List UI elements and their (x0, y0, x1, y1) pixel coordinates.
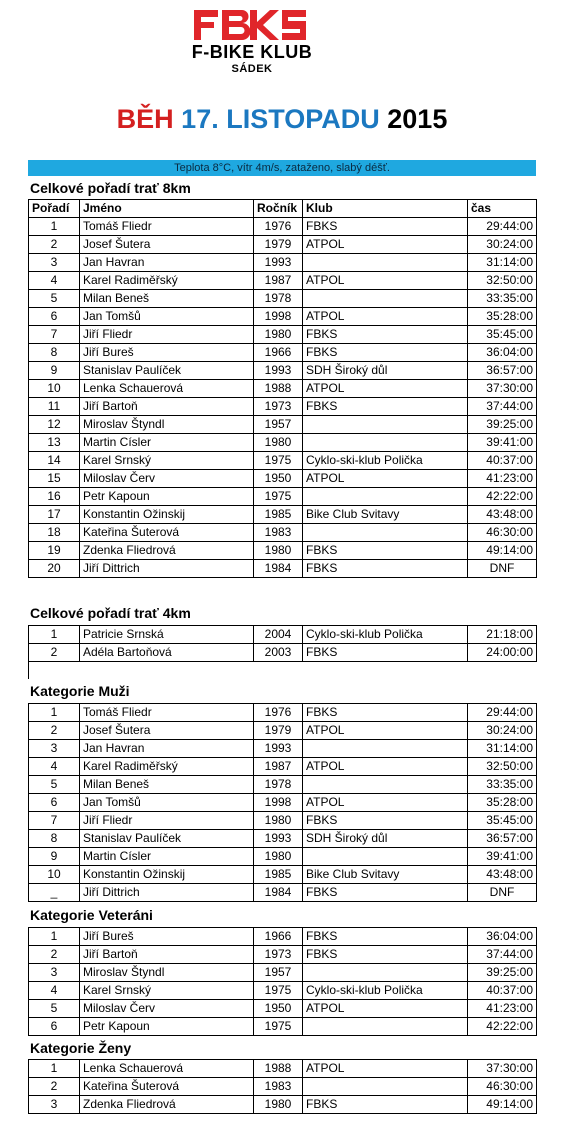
table-row (29, 344, 537, 362)
position-cell: 4 (29, 758, 80, 776)
position-cell: 19 (29, 542, 80, 560)
time-cell: 33:35:00 (468, 776, 537, 794)
table-row (29, 218, 537, 236)
position-cell: 6 (29, 308, 80, 326)
title-word-3: LISTOPADU (226, 104, 380, 134)
name-cell: Stanislav Paulíček (80, 830, 254, 848)
position-cell: 17 (29, 506, 80, 524)
name-cell: Jan Havran (80, 740, 254, 758)
time-cell: 32:50:00 (468, 272, 537, 290)
year-cell: 2004 (254, 626, 303, 644)
year-cell: 1957 (254, 964, 303, 982)
time-cell: 46:30:00 (468, 1078, 537, 1096)
time-cell: 40:37:00 (468, 452, 537, 470)
time-cell: 41:23:00 (468, 470, 537, 488)
name-cell: Tomáš Fliedr (80, 704, 254, 722)
club-cell: FBKS (303, 1096, 468, 1114)
club-cell: FBKS (303, 218, 468, 236)
table-row (29, 758, 537, 776)
position-cell: 9 (29, 362, 80, 380)
time-cell: 39:25:00 (468, 964, 537, 982)
table-row (29, 812, 537, 830)
position-cell: 2 (29, 236, 80, 254)
name-cell: Kateřina Šuterová (80, 524, 254, 542)
page-title (0, 104, 564, 135)
table-row (29, 982, 537, 1000)
table-row (29, 416, 537, 434)
club-cell: ATPOL (303, 794, 468, 812)
year-cell: 1980 (254, 812, 303, 830)
position-cell: 5 (29, 290, 80, 308)
year-cell: 1975 (254, 488, 303, 506)
time-cell: DNF (468, 884, 537, 902)
time-cell: 39:25:00 (468, 416, 537, 434)
title-word-4: 2015 (387, 104, 448, 134)
name-cell: Jiří Fliedr (80, 326, 254, 344)
club-cell: FBKS (303, 928, 468, 946)
table-row (29, 644, 537, 662)
name-cell: Miloslav Červ (80, 470, 254, 488)
table-row (29, 470, 537, 488)
name-cell: Jan Tomšů (80, 794, 254, 812)
year-cell: 1966 (254, 344, 303, 362)
header-time: čas (468, 200, 537, 218)
name-cell: Petr Kapoun (80, 488, 254, 506)
table-row (29, 1096, 537, 1114)
time-cell: 42:22:00 (468, 488, 537, 506)
year-cell: 1993 (254, 254, 303, 272)
year-cell: 1975 (254, 452, 303, 470)
time-cell: 33:35:00 (468, 290, 537, 308)
time-cell: 37:30:00 (468, 1060, 537, 1078)
position-cell: 8 (29, 344, 80, 362)
table-row (29, 1078, 537, 1096)
club-cell: FBKS (303, 884, 468, 902)
name-cell: Miroslav Štyndl (80, 964, 254, 982)
time-cell: 37:44:00 (468, 398, 537, 416)
time-cell: 36:57:00 (468, 362, 537, 380)
table-row (29, 398, 537, 416)
table-row (29, 272, 537, 290)
position-cell: 5 (29, 1000, 80, 1018)
position-cell: 12 (29, 416, 80, 434)
position-cell: 1 (29, 704, 80, 722)
club-place: SÁDEK (231, 63, 273, 75)
club-cell: FBKS (303, 704, 468, 722)
name-cell: Josef Šutera (80, 722, 254, 740)
year-cell: 1988 (254, 380, 303, 398)
year-cell: 1993 (254, 362, 303, 380)
header-position: Pořadí (29, 200, 80, 218)
year-cell: 1980 (254, 434, 303, 452)
name-cell: Milan Beneš (80, 290, 254, 308)
club-cell: SDH Široký důl (303, 830, 468, 848)
header-year: Ročník (254, 200, 303, 218)
club-cell (303, 488, 468, 506)
time-cell: 32:50:00 (468, 758, 537, 776)
position-cell: _ (29, 884, 80, 902)
club-cell: ATPOL (303, 380, 468, 398)
club-cell: FBKS (303, 344, 468, 362)
year-cell: 1975 (254, 1018, 303, 1036)
position-cell: 8 (29, 830, 80, 848)
year-cell: 1980 (254, 326, 303, 344)
year-cell: 1976 (254, 218, 303, 236)
name-cell: Zdenka Fliedrová (80, 1096, 254, 1114)
section-title-4km: Celkové pořadí trať 4km (30, 605, 191, 621)
year-cell: 1973 (254, 946, 303, 964)
table-row (29, 236, 537, 254)
position-cell: 5 (29, 776, 80, 794)
club-cell (303, 1078, 468, 1096)
club-cell: ATPOL (303, 236, 468, 254)
table-row (29, 776, 537, 794)
table-row (29, 866, 537, 884)
name-cell: Martin Císler (80, 848, 254, 866)
club-cell: FBKS (303, 560, 468, 578)
table-row (29, 434, 537, 452)
table-row (29, 704, 537, 722)
table-row (29, 1018, 537, 1036)
time-cell: 49:14:00 (468, 542, 537, 560)
table-row (29, 848, 537, 866)
time-cell: 35:45:00 (468, 812, 537, 830)
position-cell: 3 (29, 964, 80, 982)
results-table-zeny (28, 1059, 537, 1114)
time-cell: 30:24:00 (468, 236, 537, 254)
year-cell: 1998 (254, 794, 303, 812)
name-cell: Stanislav Paulíček (80, 362, 254, 380)
club-cell: FBKS (303, 644, 468, 662)
name-cell: Karel Srnský (80, 982, 254, 1000)
year-cell: 1980 (254, 848, 303, 866)
time-cell: 36:04:00 (468, 344, 537, 362)
club-cell: Bike Club Svitavy (303, 866, 468, 884)
year-cell: 1998 (254, 308, 303, 326)
club-cell: ATPOL (303, 470, 468, 488)
year-cell: 1966 (254, 928, 303, 946)
year-cell: 1987 (254, 272, 303, 290)
club-cell (303, 1018, 468, 1036)
club-name: F-BIKE KLUB (191, 42, 313, 62)
club-cell (303, 776, 468, 794)
position-cell: 6 (29, 794, 80, 812)
table-row (29, 946, 537, 964)
year-cell: 1976 (254, 704, 303, 722)
club-cell: FBKS (303, 326, 468, 344)
position-cell: 15 (29, 470, 80, 488)
position-cell: 10 (29, 866, 80, 884)
club-cell (303, 254, 468, 272)
club-cell (303, 290, 468, 308)
year-cell: 1983 (254, 524, 303, 542)
table-row (29, 1000, 537, 1018)
name-cell: Konstantin Ožinskij (80, 506, 254, 524)
time-cell: 31:14:00 (468, 740, 537, 758)
year-cell: 1957 (254, 416, 303, 434)
position-cell: 2 (29, 722, 80, 740)
club-cell: ATPOL (303, 272, 468, 290)
name-cell: Lenka Schauerová (80, 1060, 254, 1078)
year-cell: 1975 (254, 982, 303, 1000)
position-cell: 9 (29, 848, 80, 866)
club-cell: ATPOL (303, 722, 468, 740)
time-cell: 39:41:00 (468, 848, 537, 866)
name-cell: Miroslav Štyndl (80, 416, 254, 434)
table-row (29, 290, 537, 308)
time-cell: 43:48:00 (468, 506, 537, 524)
results-table-8km (28, 199, 537, 578)
position-cell: 3 (29, 740, 80, 758)
position-cell: 20 (29, 560, 80, 578)
table-row (29, 542, 537, 560)
table-row (29, 884, 537, 902)
position-cell: 2 (29, 946, 80, 964)
time-cell: 29:44:00 (468, 218, 537, 236)
name-cell: Karel Radiměřský (80, 272, 254, 290)
table-row (29, 506, 537, 524)
table-row (29, 794, 537, 812)
table-row (29, 254, 537, 272)
title-word-1: BĚH (116, 104, 174, 134)
name-cell: Tomáš Fliedr (80, 218, 254, 236)
results-table-muzi (28, 703, 537, 902)
table-row (29, 560, 537, 578)
year-cell: 1979 (254, 236, 303, 254)
time-cell: 49:14:00 (468, 1096, 537, 1114)
position-cell: 10 (29, 380, 80, 398)
title-word-2: 17. (181, 104, 219, 134)
table-row (29, 928, 537, 946)
year-cell: 1980 (254, 542, 303, 560)
club-cell: FBKS (303, 542, 468, 560)
year-cell: 1993 (254, 740, 303, 758)
name-cell: Miloslav Červ (80, 1000, 254, 1018)
position-cell: 7 (29, 326, 80, 344)
year-cell: 1979 (254, 722, 303, 740)
club-cell: ATPOL (303, 308, 468, 326)
table-row (29, 308, 537, 326)
table-row (29, 326, 537, 344)
year-cell: 1950 (254, 470, 303, 488)
table-row (29, 722, 537, 740)
table-row (29, 1060, 537, 1078)
name-cell: Jiří Dittrich (80, 884, 254, 902)
time-cell: 42:22:00 (468, 1018, 537, 1036)
name-cell: Jiří Bureš (80, 344, 254, 362)
table-row (29, 380, 537, 398)
name-cell: Patricie Srnská (80, 626, 254, 644)
position-cell: 1 (29, 1060, 80, 1078)
club-cell: ATPOL (303, 1000, 468, 1018)
year-cell: 1984 (254, 884, 303, 902)
year-cell: 1978 (254, 776, 303, 794)
name-cell: Karel Srnský (80, 452, 254, 470)
table-row (29, 626, 537, 644)
header-name: Jméno (80, 200, 254, 218)
club-cell: FBKS (303, 398, 468, 416)
position-cell: 3 (29, 254, 80, 272)
position-cell: 4 (29, 272, 80, 290)
weather-banner: Teplota 8°C, vítr 4m/s, zataženo, slabý déšť. (28, 160, 536, 176)
time-cell: 29:44:00 (468, 704, 537, 722)
position-cell: 6 (29, 1018, 80, 1036)
section-title-muzi: Kategorie Muži (30, 683, 130, 699)
club-cell (303, 434, 468, 452)
name-cell: Konstantin Ožinskij (80, 866, 254, 884)
name-cell: Lenka Schauerová (80, 380, 254, 398)
name-cell: Jiří Fliedr (80, 812, 254, 830)
position-cell: 2 (29, 644, 80, 662)
table-row (29, 488, 537, 506)
time-cell: 36:57:00 (468, 830, 537, 848)
club-cell: Cyklo-ski-klub Polička (303, 626, 468, 644)
time-cell: DNF (468, 560, 537, 578)
position-cell: 3 (29, 1096, 80, 1114)
time-cell: 21:18:00 (468, 626, 537, 644)
club-cell: Bike Club Svitavy (303, 506, 468, 524)
section-title-zeny: Kategorie Ženy (30, 1040, 132, 1056)
year-cell: 2003 (254, 644, 303, 662)
club-cell: ATPOL (303, 1060, 468, 1078)
club-cell: Cyklo-ski-klub Polička (303, 982, 468, 1000)
time-cell: 40:37:00 (468, 982, 537, 1000)
time-cell: 35:28:00 (468, 308, 537, 326)
name-cell: Adéla Bartoňová (80, 644, 254, 662)
time-cell: 36:04:00 (468, 928, 537, 946)
position-cell: 13 (29, 434, 80, 452)
name-cell: Jiří Bartoň (80, 398, 254, 416)
time-cell: 31:14:00 (468, 254, 537, 272)
name-cell: Petr Kapoun (80, 1018, 254, 1036)
time-cell: 24:00:00 (468, 644, 537, 662)
name-cell: Jiří Dittrich (80, 560, 254, 578)
position-cell: 16 (29, 488, 80, 506)
time-cell: 35:28:00 (468, 794, 537, 812)
year-cell: 1978 (254, 290, 303, 308)
results-table-4km (28, 625, 537, 662)
club-cell: ATPOL (303, 758, 468, 776)
position-cell: 2 (29, 1078, 80, 1096)
name-cell: Milan Beneš (80, 776, 254, 794)
time-cell: 39:41:00 (468, 434, 537, 452)
time-cell: 46:30:00 (468, 524, 537, 542)
fbks-logo-mark (194, 10, 306, 40)
table-row (29, 964, 537, 982)
name-cell: Jan Tomšů (80, 308, 254, 326)
section-title-8km: Celkové pořadí trať 8km (30, 180, 191, 196)
name-cell: Jan Havran (80, 254, 254, 272)
year-cell: 1983 (254, 1078, 303, 1096)
position-cell: 11 (29, 398, 80, 416)
year-cell: 1993 (254, 830, 303, 848)
position-cell: 14 (29, 452, 80, 470)
year-cell: 1950 (254, 1000, 303, 1018)
results-table-veterani (28, 927, 537, 1036)
name-cell: Josef Šutera (80, 236, 254, 254)
year-cell: 1980 (254, 1096, 303, 1114)
table-row (29, 830, 537, 848)
header-club: Klub (303, 200, 468, 218)
club-cell (303, 848, 468, 866)
section-title-veterani: Kategorie Veteráni (30, 907, 153, 923)
name-cell: Zdenka Fliedrová (80, 542, 254, 560)
club-cell: FBKS (303, 946, 468, 964)
time-cell: 30:24:00 (468, 722, 537, 740)
club-cell (303, 416, 468, 434)
table-row (29, 524, 537, 542)
position-cell: 1 (29, 218, 80, 236)
position-cell: 1 (29, 626, 80, 644)
year-cell: 1985 (254, 506, 303, 524)
club-cell (303, 740, 468, 758)
club-cell: FBKS (303, 812, 468, 830)
position-cell: 7 (29, 812, 80, 830)
club-cell (303, 524, 468, 542)
time-cell: 35:45:00 (468, 326, 537, 344)
table-row (29, 362, 537, 380)
name-cell: Jiří Bartoň (80, 946, 254, 964)
table-gap-line (28, 661, 29, 679)
year-cell: 1973 (254, 398, 303, 416)
club-logo (172, 10, 332, 78)
time-cell: 37:30:00 (468, 380, 537, 398)
year-cell: 1984 (254, 560, 303, 578)
club-cell: SDH Široký důl (303, 362, 468, 380)
position-cell: 4 (29, 982, 80, 1000)
name-cell: Karel Radiměřský (80, 758, 254, 776)
time-cell: 37:44:00 (468, 946, 537, 964)
time-cell: 41:23:00 (468, 1000, 537, 1018)
name-cell: Kateřina Šuterová (80, 1078, 254, 1096)
name-cell: Martin Císler (80, 434, 254, 452)
club-cell (303, 964, 468, 982)
year-cell: 1985 (254, 866, 303, 884)
name-cell: Jiří Bureš (80, 928, 254, 946)
year-cell: 1987 (254, 758, 303, 776)
position-cell: 1 (29, 928, 80, 946)
table-row (29, 740, 537, 758)
table-row (29, 452, 537, 470)
year-cell: 1988 (254, 1060, 303, 1078)
club-cell: Cyklo-ski-klub Polička (303, 452, 468, 470)
position-cell: 18 (29, 524, 80, 542)
time-cell: 43:48:00 (468, 866, 537, 884)
